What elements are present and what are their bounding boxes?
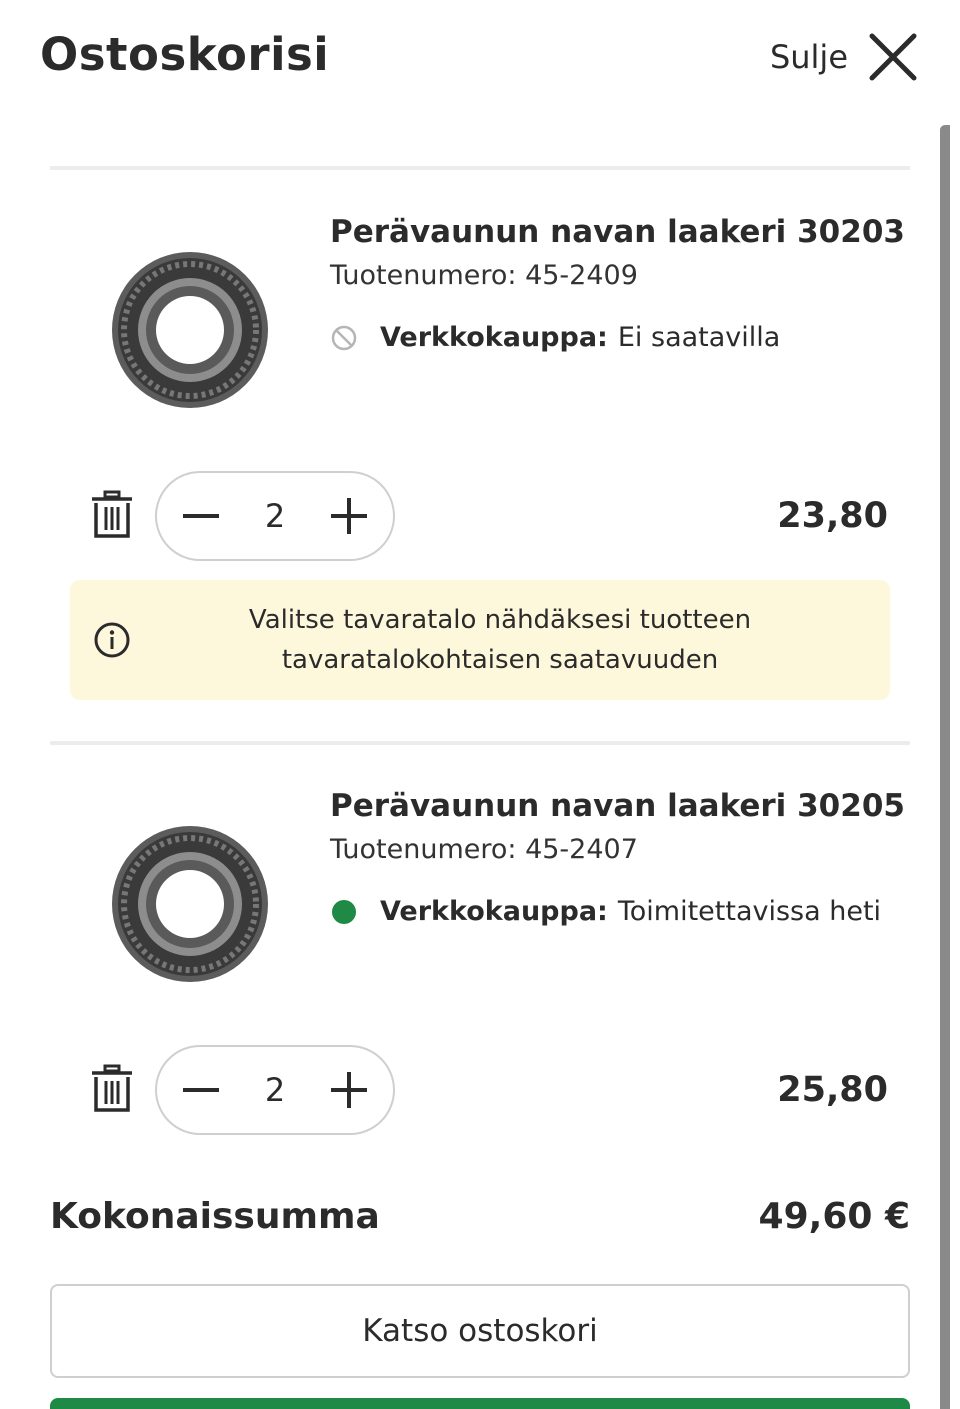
- view-cart-button[interactable]: Katso ostoskori: [50, 1284, 910, 1378]
- store-availability-notice: [70, 580, 890, 700]
- quantity-value[interactable]: 2: [264, 497, 286, 535]
- quantity-stepper: [155, 471, 395, 561]
- info-icon: [92, 620, 132, 660]
- trash-icon[interactable]: [90, 490, 134, 540]
- available-dot-icon: [330, 898, 358, 926]
- plus-icon[interactable]: [327, 494, 371, 538]
- product-number: Tuotenumero: 45-2409: [330, 260, 638, 291]
- total-label: Kokonaissumma: [50, 1196, 380, 1237]
- notice-text: [70, 600, 890, 680]
- close-label: Sulje: [769, 38, 848, 76]
- divider: [50, 166, 910, 170]
- item-price: 23,80: [777, 496, 888, 536]
- plus-icon[interactable]: [327, 1068, 371, 1112]
- minus-icon[interactable]: [179, 1068, 223, 1112]
- quantity-stepper: [155, 1045, 395, 1135]
- notice-line-1: Valitse tavaratalo nähdäksesi tuotteen: [248, 605, 752, 635]
- trash-icon[interactable]: [90, 1064, 134, 1114]
- minus-icon[interactable]: [179, 494, 223, 538]
- product-name[interactable]: Perävaunun navan laakeri 30205: [330, 788, 905, 824]
- page-title: Ostoskorisi: [40, 28, 330, 81]
- bearing-product-image[interactable]: [110, 250, 270, 410]
- availability-status: [330, 896, 881, 927]
- close-icon: [866, 30, 920, 84]
- product-name[interactable]: Perävaunun navan laakeri 30203: [330, 214, 905, 250]
- scrollbar[interactable]: [940, 125, 950, 1409]
- availability-label: Verkkokauppa:: [380, 322, 608, 353]
- unavailable-icon: [330, 324, 358, 352]
- availability-value: Toimitettavissa heti: [617, 896, 882, 927]
- product-number: Tuotenumero: 45-2407: [330, 834, 638, 865]
- bearing-product-image[interactable]: [110, 824, 270, 984]
- total-value: 49,60 €: [758, 1196, 910, 1237]
- availability-value: Ei saatavilla: [617, 322, 781, 353]
- availability-status: [330, 322, 780, 353]
- quantity-value[interactable]: 2: [264, 1071, 286, 1109]
- close-button[interactable]: [770, 30, 920, 84]
- checkout-button[interactable]: [50, 1398, 910, 1409]
- divider: [50, 741, 910, 745]
- item-price: 25,80: [777, 1070, 888, 1110]
- availability-label: Verkkokauppa:: [380, 896, 608, 927]
- notice-line-2: tavaratalokohtaisen saatavuuden: [281, 645, 719, 675]
